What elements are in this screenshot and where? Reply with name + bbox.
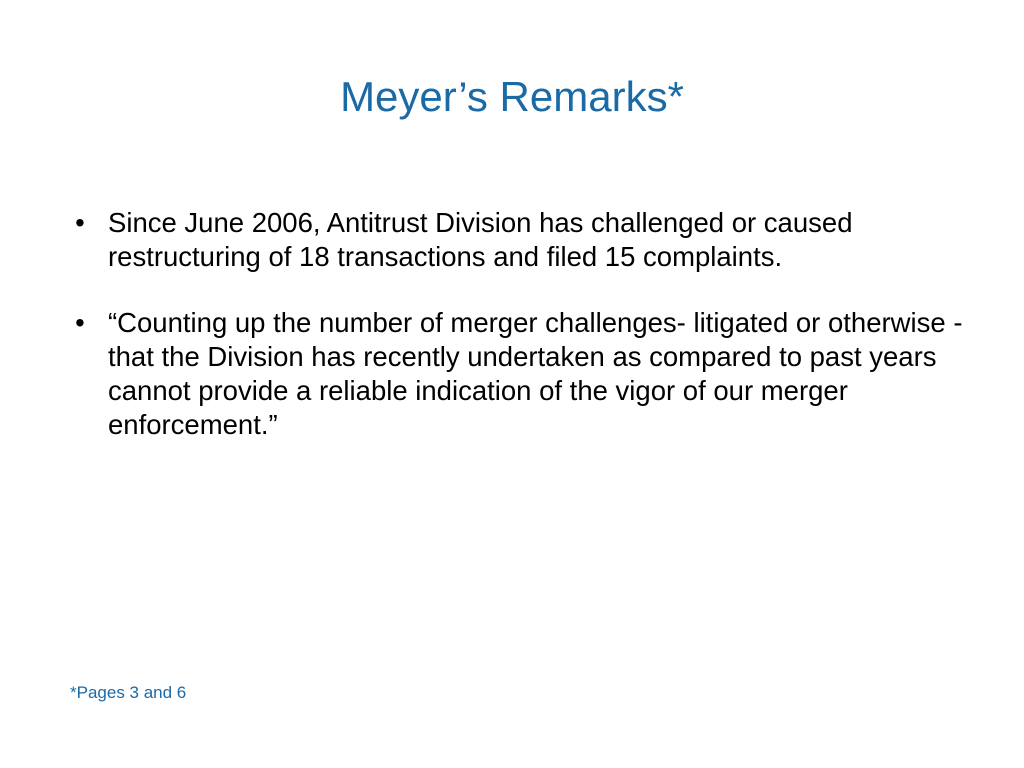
bullet-list (70, 206, 970, 474)
bullet-text: “Counting up the number of merger challenges- litigated or otherwise - that the Division has recently undertaken as compared to past years cannot provide a reliable indication of the vigor of our merger enforcement.” (108, 307, 963, 440)
bullet-item (70, 206, 970, 274)
slide-title: Meyer’s Remarks* (340, 73, 684, 120)
bullet-item (70, 306, 970, 442)
footnote: *Pages 3 and 6 (70, 683, 187, 702)
bullet-icon: • (75, 307, 85, 338)
bullet-text: Since June 2006, Antitrust Division has challenged or caused restructuring of 18 transactions and filed 15 complaints. (108, 207, 853, 272)
bullet-icon: • (75, 207, 85, 238)
